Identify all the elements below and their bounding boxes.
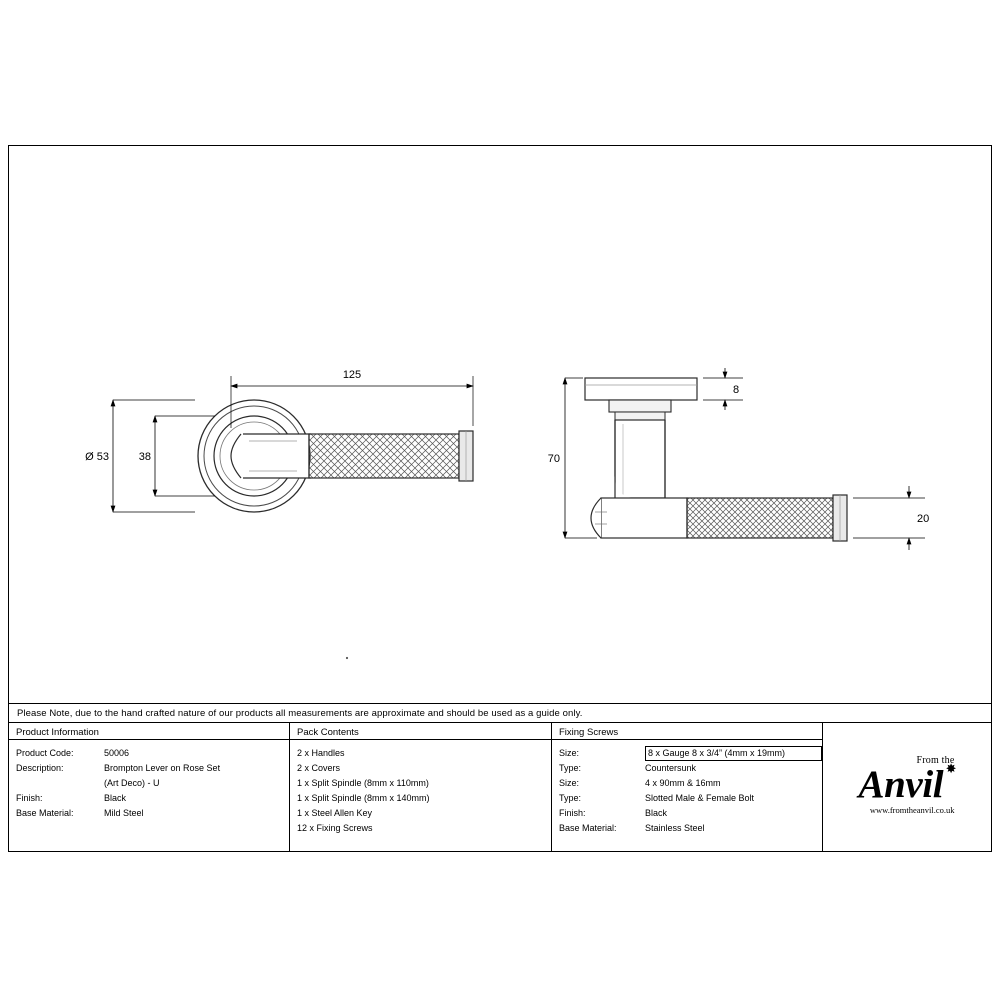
pack-contents-body (290, 740, 551, 836)
base-material-label: Base Material: (16, 808, 74, 818)
pack-contents-panel (290, 723, 552, 851)
fixing-size-value-1: 8 x Gauge 8 x 3/4” (4mm x 19mm) (645, 746, 822, 761)
logo-from-the-text: From the (916, 755, 955, 766)
measurement-note-row (9, 703, 991, 722)
brand-logo-panel (823, 723, 990, 851)
base-material-value: Mild Steel (104, 808, 144, 818)
list-item: 1 x Split Spindle (8mm x 110mm) (297, 778, 429, 788)
side-view (548, 368, 930, 550)
list-item: 1 x Steel Allen Key (297, 808, 373, 818)
table-row (16, 806, 289, 821)
fixing-base-material-label: Base Material: (559, 823, 617, 833)
description-value-line2: (Art Deco) - U (104, 778, 160, 788)
table-row (559, 776, 822, 791)
brand-logo (859, 755, 955, 815)
description-value: Brompton Lever on Rose Set (104, 763, 221, 773)
dimension-70 (548, 378, 597, 538)
table-row (559, 806, 822, 821)
finish-value: Black (104, 793, 127, 803)
fixing-base-material-value: Stainless Steel (645, 823, 705, 833)
product-information-panel (9, 723, 290, 851)
stray-mark (346, 657, 348, 659)
product-code-value: 50006 (104, 748, 130, 758)
list-item: 1 x Split Spindle (8mm x 140mm) (297, 793, 430, 803)
measurement-note: Please Note, due to the hand crafted nature of our products all measurements are approximate and should be used as a guide only. (17, 707, 583, 719)
star-icon: ✸ (945, 761, 957, 776)
fixing-size-label-2: Size: (559, 778, 580, 788)
product-information-heading: Product Information (9, 723, 289, 740)
fixing-finish-label: Finish: (559, 808, 586, 818)
logo-url-text: www.fromtheanvil.co.uk (869, 805, 955, 815)
dimension-8-label: 8 (733, 384, 740, 396)
fixing-size-value-2: 4 x 90mm & 16mm (645, 778, 721, 788)
fixing-type-label-1: Type: (559, 763, 582, 773)
table-row (16, 791, 289, 806)
table-row (16, 761, 289, 776)
fixing-screws-body (552, 740, 822, 836)
table-row (559, 746, 822, 761)
dimension-diameter-53-label: Ø 53 (85, 451, 109, 463)
information-row (9, 722, 991, 851)
dimension-125-label: 125 (342, 369, 362, 381)
fixing-type-label-2: Type: (559, 793, 582, 803)
technical-drawing-sheet (8, 145, 992, 852)
fixing-finish-value: Black (645, 808, 668, 818)
finish-label: Finish: (16, 793, 43, 803)
fixing-screws-panel (552, 723, 823, 851)
product-drawing-svg (9, 146, 991, 703)
fixing-screws-heading: Fixing Screws (552, 723, 822, 740)
dimension-20-label: 20 (917, 513, 930, 525)
table-row (559, 791, 822, 806)
table-row (16, 746, 289, 761)
dimension-38-label: 38 (138, 451, 151, 463)
list-item: 2 x Handles (297, 748, 345, 758)
table-row (559, 761, 822, 776)
pack-contents-heading: Pack Contents (290, 723, 551, 740)
front-view (85, 369, 473, 512)
drawing-area (9, 146, 991, 703)
list-item: 2 x Covers (297, 763, 341, 773)
dimension-8 (703, 368, 743, 410)
dimension-70-label: 70 (547, 453, 560, 465)
fixing-type-value-2: Slotted Male & Female Bolt (645, 793, 755, 803)
dimension-20 (853, 486, 929, 550)
fixing-size-label-1: Size: (559, 748, 580, 758)
product-information-body (9, 740, 289, 821)
description-label: Description: (16, 763, 64, 773)
product-code-label: Product Code: (16, 748, 74, 758)
list-item: 12 x Fixing Screws (297, 823, 373, 833)
dimension-125 (231, 369, 473, 428)
table-row (559, 821, 822, 836)
logo-brand-text: Anvil (858, 763, 944, 806)
fixing-type-value-1: Countersunk (645, 763, 697, 773)
